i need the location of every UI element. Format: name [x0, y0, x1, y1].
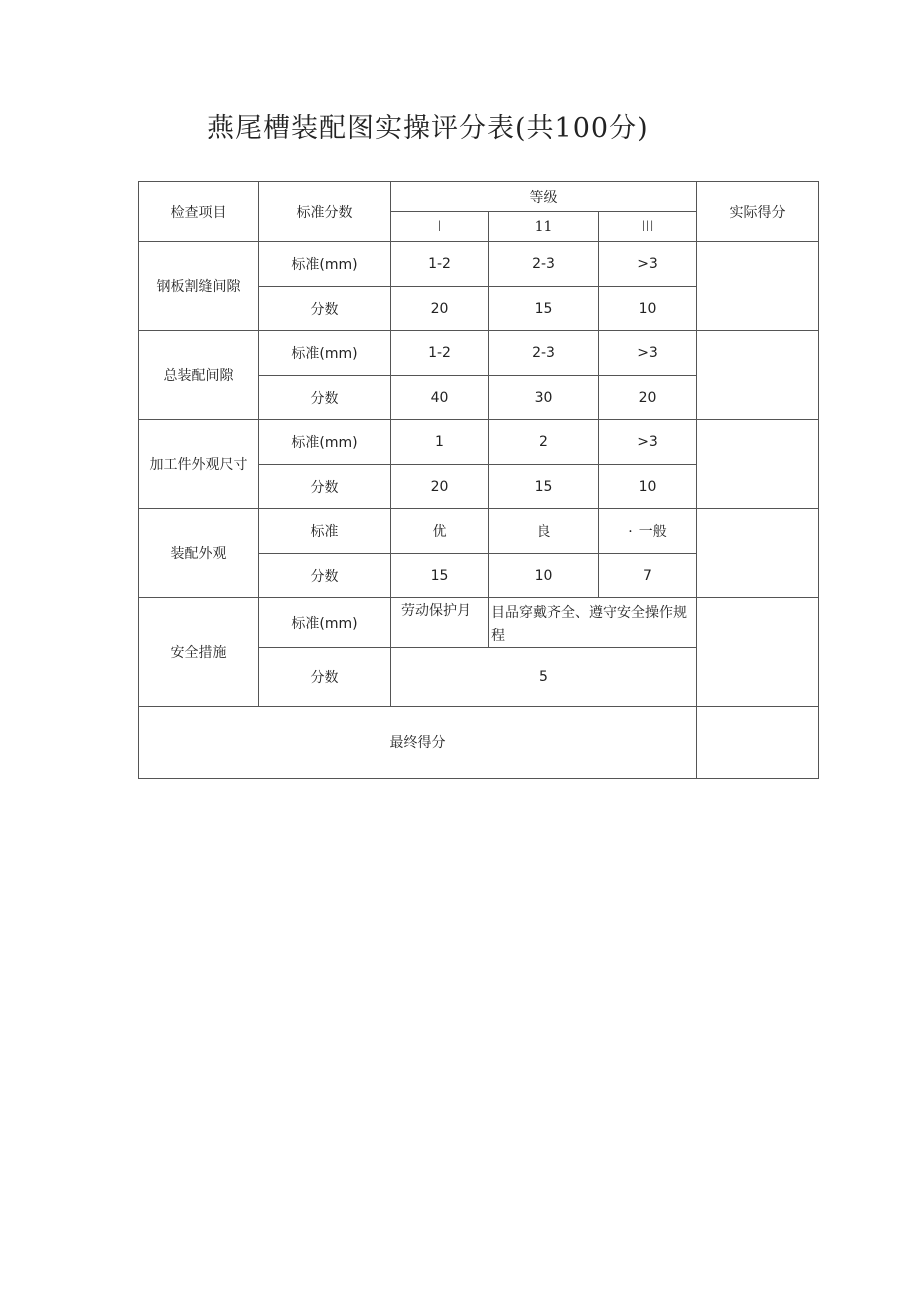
scoring-table [138, 181, 819, 779]
row-item-cut-gap: 钢板割缝间隙 [139, 242, 259, 331]
safety-standard-text-a: 劳动保护月 [391, 598, 489, 648]
std-value: 1-2 [391, 331, 489, 376]
score-value: 30 [489, 376, 599, 420]
std-value: >3 [599, 242, 697, 287]
score-value: 20 [391, 465, 489, 509]
header-grade-2: 11 [489, 212, 599, 242]
std-value: 2-3 [489, 242, 599, 287]
actual-score-cell[interactable] [697, 509, 819, 598]
score-label: 分数 [259, 465, 391, 509]
actual-score-cell[interactable] [697, 331, 819, 420]
safety-standard-text-b: 目品穿戴齐全、遵守安全操作规程 [489, 598, 697, 648]
header-grade: 等级 [391, 182, 697, 212]
score-label: 分数 [259, 287, 391, 331]
header-grade-3: III [599, 212, 697, 242]
row-item-assembly-gap: 总装配间隙 [139, 331, 259, 420]
score-value: 10 [489, 554, 599, 598]
actual-score-cell[interactable] [697, 242, 819, 331]
score-value: 5 [391, 647, 697, 706]
score-label: 分数 [259, 647, 391, 706]
std-label: 标准(mm) [259, 331, 391, 376]
score-value: 7 [599, 554, 697, 598]
std-value: 良 [489, 509, 599, 554]
std-value: · 一般 [599, 509, 697, 554]
score-value: 40 [391, 376, 489, 420]
final-score-cell[interactable] [697, 706, 819, 778]
score-value: 20 [599, 376, 697, 420]
final-score-label: 最终得分 [139, 706, 697, 778]
std-value: 1-2 [391, 242, 489, 287]
header-actual-score: 实际得分 [697, 182, 819, 242]
score-value: 15 [489, 465, 599, 509]
std-value: 2 [489, 420, 599, 465]
page-title: 燕尾槽装配图实操评分表(共100分) [207, 113, 649, 144]
header-grade-1: I [391, 212, 489, 242]
header-std-score: 标准分数 [259, 182, 391, 242]
header-check-item: 检查项目 [139, 182, 259, 242]
std-value: >3 [599, 420, 697, 465]
row-item-assembly-appearance: 装配外观 [139, 509, 259, 598]
std-label: 标准 [259, 509, 391, 554]
std-label: 标准(mm) [259, 598, 391, 648]
score-label: 分数 [259, 376, 391, 420]
actual-score-cell[interactable] [697, 420, 819, 509]
score-value: 10 [599, 465, 697, 509]
std-value: 2-3 [489, 331, 599, 376]
row-item-appearance-size: 加工件外观尺寸 [139, 420, 259, 509]
actual-score-cell[interactable] [697, 598, 819, 707]
std-label: 标准(mm) [259, 420, 391, 465]
std-value: 优 [391, 509, 489, 554]
std-label: 标准(mm) [259, 242, 391, 287]
row-item-safety: 安全措施 [139, 598, 259, 707]
score-value: 20 [391, 287, 489, 331]
score-label: 分数 [259, 554, 391, 598]
std-value: 1 [391, 420, 489, 465]
score-value: 15 [391, 554, 489, 598]
std-value: >3 [599, 331, 697, 376]
score-value: 10 [599, 287, 697, 331]
score-value: 15 [489, 287, 599, 331]
